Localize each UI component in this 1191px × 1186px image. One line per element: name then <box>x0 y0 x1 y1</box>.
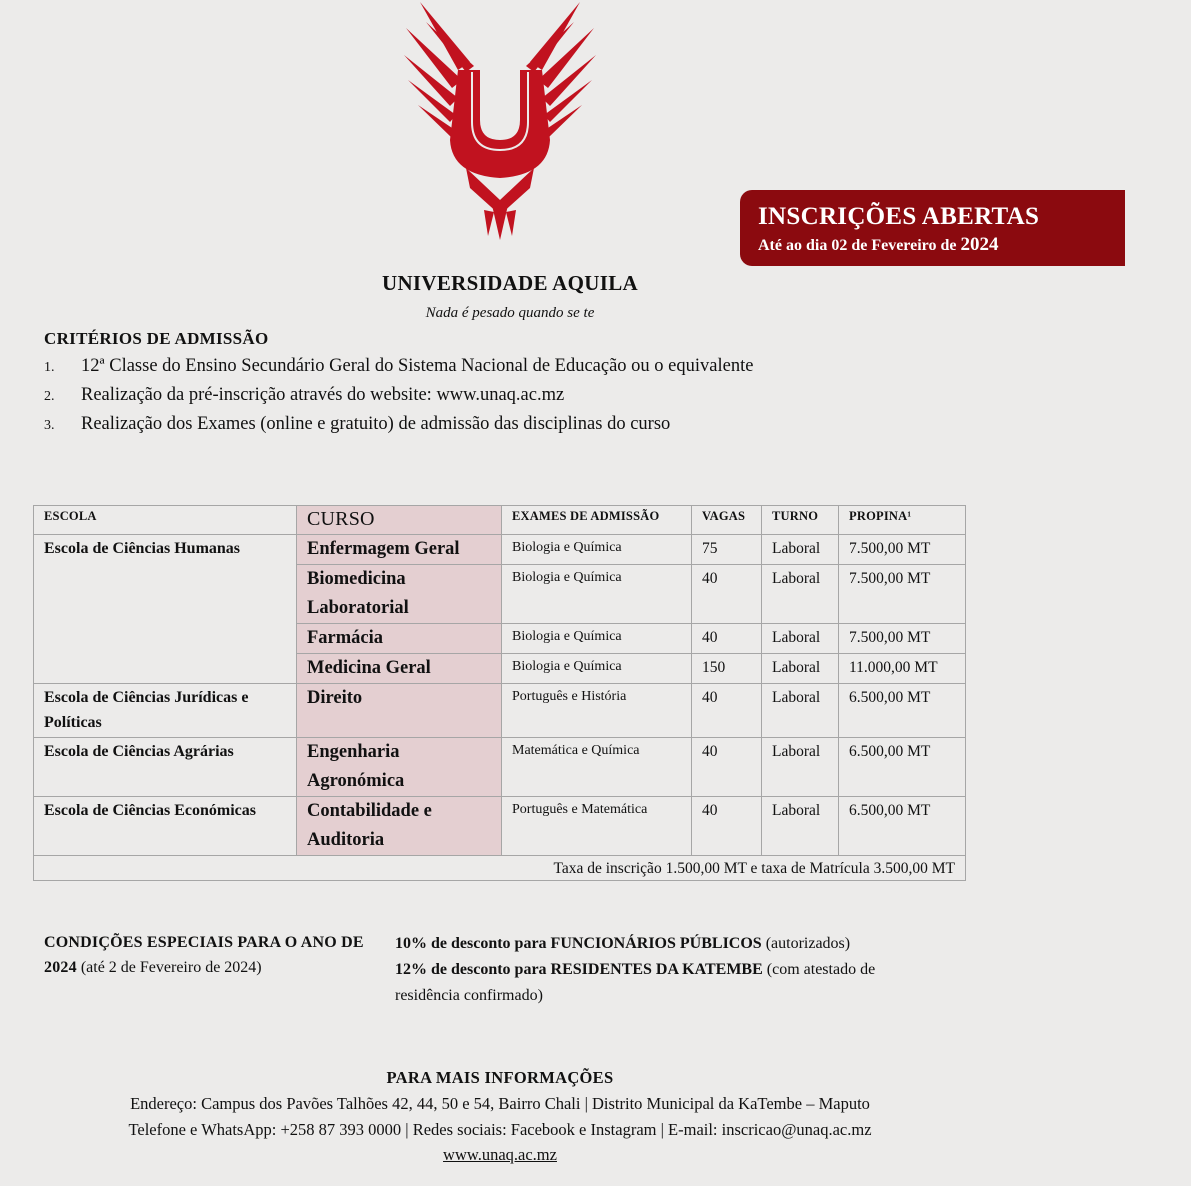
propina-cell: 7.500,00 MT <box>839 535 966 565</box>
vagas-cell: 40 <box>692 738 762 797</box>
header-curso: CURSO <box>297 506 502 535</box>
criteria-list <box>44 352 753 439</box>
school-cell: Escola de Ciências Económicas <box>34 797 297 856</box>
info-contact: Telefone e WhatsApp: +258 87 393 0000 | Redes sociais: Facebook e Instagram | E-mail: inscricao@unaq.ac.mz <box>128 1120 872 1139</box>
criteria-item <box>44 381 753 410</box>
table-row <box>34 797 966 856</box>
course-cell: Medicina Geral <box>297 654 502 684</box>
university-motto: Nada é pesado quando se te <box>425 305 595 321</box>
criteria-text: Realização dos Exames (online e gratuito) de admissão das disciplinas do curso <box>81 414 671 434</box>
table-row <box>34 535 966 565</box>
course-cell: Farmácia <box>297 624 502 654</box>
criteria-title: CRITÉRIOS DE ADMISSÃO <box>44 329 269 348</box>
criteria-number: 3. <box>44 418 55 433</box>
propina-cell: 6.500,00 MT <box>839 684 966 738</box>
eagle-emblem-icon <box>400 0 600 244</box>
website-link[interactable]: www.unaq.ac.mz <box>443 1145 557 1164</box>
special-conditions-title <box>44 930 384 980</box>
special-conditions-heading: CONDIÇÕES ESPECIAIS PARA O ANO DE <box>44 934 364 951</box>
discount-note: (com atestado de residência confirmado) <box>395 961 876 1004</box>
turno-cell: Laboral <box>762 624 839 654</box>
header-exames: EXAMES DE ADMISSÃO <box>502 506 692 535</box>
university-name: UNIVERSIDADE AQUILA <box>382 271 638 295</box>
vagas-cell: 40 <box>692 684 762 738</box>
course-cell: Enfermagem Geral <box>297 535 502 565</box>
criteria-text: Realização da pré-inscrição através do website: www.unaq.ac.mz <box>81 385 565 405</box>
registration-open-banner <box>740 190 1125 266</box>
vagas-cell: 75 <box>692 535 762 565</box>
courses-table <box>33 505 966 881</box>
exam-cell: Matemática e Química <box>502 738 692 797</box>
turno-cell: Laboral <box>762 565 839 624</box>
vagas-cell: 40 <box>692 624 762 654</box>
exam-cell: Biologia e Química <box>502 535 692 565</box>
course-cell: Engenharia Agronómica <box>297 738 502 797</box>
vagas-cell: 40 <box>692 797 762 856</box>
exam-cell: Português e História <box>502 684 692 738</box>
criteria-number: 1. <box>44 360 55 375</box>
info-address: Endereço: Campus dos Pavões Talhões 42, 44, 50 e 54, Bairro Chali | Distrito Municipal da KaTembe – Maputo <box>130 1094 870 1113</box>
school-cell: Escola de Ciências Humanas <box>34 535 297 684</box>
table-row <box>34 684 966 738</box>
criteria-number: 2. <box>44 389 55 404</box>
propina-cell: 11.000,00 MT <box>839 654 966 684</box>
exam-cell: Biologia e Química <box>502 624 692 654</box>
header-vagas: VAGAS <box>692 506 762 535</box>
turno-cell: Laboral <box>762 535 839 565</box>
turno-cell: Laboral <box>762 684 839 738</box>
school-cell: Escola de Ciências Jurídicas e Políticas <box>34 684 297 738</box>
header-turno: TURNO <box>762 506 839 535</box>
turno-cell: Laboral <box>762 797 839 856</box>
exam-cell: Biologia e Química <box>502 565 692 624</box>
propina-cell: 6.500,00 MT <box>839 797 966 856</box>
banner-deadline-text: Até ao dia 02 de Fevereiro de <box>758 237 961 254</box>
turno-cell: Laboral <box>762 654 839 684</box>
discount-item <box>395 931 935 957</box>
fees-note: Taxa de inscrição 1.500,00 MT e taxa de Matrícula 3.500,00 MT <box>34 856 966 881</box>
discount-label: 10% de desconto para FUNCIONÁRIOS PÚBLICOS <box>395 935 762 952</box>
criteria-item <box>44 410 753 439</box>
turno-cell: Laboral <box>762 738 839 797</box>
vagas-cell: 150 <box>692 654 762 684</box>
course-cell: Contabilidade e Auditoria <box>297 797 502 856</box>
discount-label: 12% de desconto para RESIDENTES DA KATEMBE <box>395 961 763 978</box>
propina-cell: 7.500,00 MT <box>839 624 966 654</box>
table-header-row <box>34 506 966 535</box>
banner-deadline <box>758 234 1125 257</box>
course-cell: Direito <box>297 684 502 738</box>
school-cell: Escola de Ciências Agrárias <box>34 738 297 797</box>
banner-title: INSCRIÇÕES ABERTAS <box>758 203 1040 230</box>
header-propina: PROPINA¹ <box>839 506 966 535</box>
table-row <box>34 738 966 797</box>
special-conditions-year: 2024 <box>44 959 77 976</box>
exam-cell: Biologia e Química <box>502 654 692 684</box>
special-conditions-list <box>395 931 935 1009</box>
discount-item <box>395 957 935 1009</box>
course-cell: Biomedicina Laboratorial <box>297 565 502 624</box>
criteria-item <box>44 352 753 381</box>
banner-deadline-year: 2024 <box>960 234 999 255</box>
exam-cell: Português e Matemática <box>502 797 692 856</box>
special-conditions-deadline: (até 2 de Fevereiro de 2024) <box>76 959 262 976</box>
table-footer-row <box>34 856 966 881</box>
info-title: PARA MAIS INFORMAÇÕES <box>386 1068 614 1087</box>
discount-note: (autorizados) <box>761 935 851 952</box>
vagas-cell: 40 <box>692 565 762 624</box>
header-escola: ESCOLA <box>34 506 297 535</box>
propina-cell: 6.500,00 MT <box>839 738 966 797</box>
propina-cell: 7.500,00 MT <box>839 565 966 624</box>
criteria-text: 12ª Classe do Ensino Secundário Geral do Sistema Nacional de Educação ou o equivalente <box>81 356 754 376</box>
